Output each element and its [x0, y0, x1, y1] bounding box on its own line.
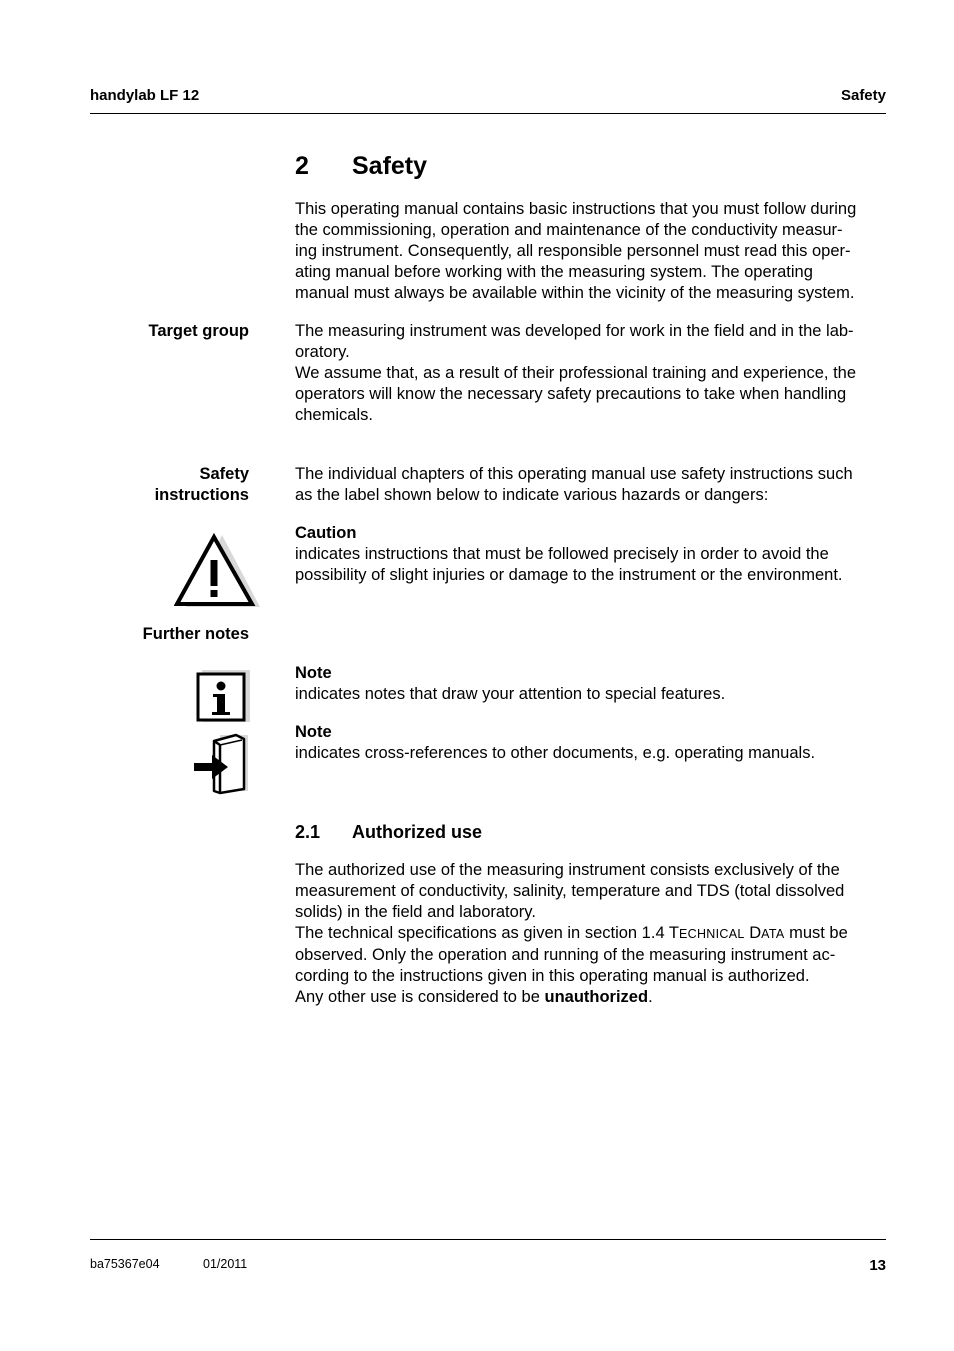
caution-block	[295, 523, 843, 586]
spec-reference-line	[295, 923, 848, 945]
footer-rule	[90, 1239, 886, 1240]
section-title: Authorized use	[352, 822, 483, 842]
chapter-title: Safety	[352, 152, 428, 180]
intro-line: ing instrument. Consequently, all responsible personnel must read this oper-	[295, 242, 851, 260]
caution-line: indicates instructions that must be followed precisely in order to avoid the	[295, 545, 829, 563]
note-reference-block	[295, 722, 815, 764]
target-group-line: chemicals.	[295, 406, 373, 424]
spec-suffix: must be	[784, 924, 848, 942]
safety-line: The individual chapters of this operating manual use safety instructions such	[295, 465, 853, 483]
spec-ref-part: ATA	[761, 927, 785, 941]
note-title: Note	[295, 723, 332, 741]
chapter-number: 2	[295, 152, 309, 180]
authorized-line: The authorized use of the measuring instrument consists exclusively of the	[295, 861, 840, 879]
target-group-line: The measuring instrument was developed for work in the field and in the lab-	[295, 322, 854, 340]
authorized-use-paragraph	[295, 860, 848, 1008]
page-number: 13	[869, 1257, 886, 1274]
spec-ref-part: T	[668, 924, 680, 942]
last-prefix: Any other use is considered to be	[295, 988, 545, 1006]
authorized-line: cording to the instructions given in this operating manual is authorized.	[295, 967, 810, 985]
warning-triangle-icon	[174, 531, 260, 609]
note-text: indicates cross-references to other documents, e.g. operating manuals.	[295, 744, 816, 762]
caution-title: Caution	[295, 524, 357, 542]
authorized-line: measurement of conductivity, salinity, temperature and TDS (total dissolved	[295, 882, 845, 900]
intro-line: ating manual before working with the measuring system. The operating	[295, 263, 813, 281]
intro-line: the commissioning, operation and maintenance of the conductivity measur-	[295, 221, 843, 239]
info-icon	[196, 668, 252, 724]
note-text: indicates notes that draw your attention to special features.	[295, 685, 726, 703]
spec-ref-part: ECHNICAL	[679, 927, 745, 941]
footer-date: 01/2011	[203, 1257, 248, 1271]
unauthorized-line	[295, 987, 848, 1008]
unauthorized-term: unauthorized	[544, 988, 649, 1006]
target-group-label: Target group	[148, 322, 249, 340]
target-group-line: oratory.	[295, 343, 350, 361]
note-title: Note	[295, 664, 332, 682]
footer-doc-id: ba75367e04	[90, 1257, 160, 1271]
caution-line: possibility of slight injuries or damage to the instrument or the environment.	[295, 566, 843, 584]
side-label-line: instructions	[154, 486, 249, 504]
header-section: Safety	[840, 87, 886, 104]
target-group-paragraph	[295, 321, 856, 426]
safety-instructions-label	[155, 464, 249, 506]
note-info-block	[295, 663, 725, 705]
further-notes-label: Further notes	[142, 625, 249, 643]
section-number: 2.1	[295, 822, 321, 842]
book-reference-icon	[192, 731, 252, 795]
authorized-line: observed. Only the operation and running of the measuring instrument ac-	[295, 946, 836, 964]
safety-instructions-paragraph	[295, 464, 853, 506]
header-title: handylab LF 12	[90, 87, 200, 104]
spec-ref-part: D	[744, 924, 762, 942]
side-label-line: Safety	[199, 465, 249, 483]
authorized-line: solids) in the field and laboratory.	[295, 903, 536, 921]
target-group-line: We assume that, as a result of their professional training and experience, the	[295, 364, 857, 382]
target-group-line: operators will know the necessary safety precautions to take when handling	[295, 385, 847, 403]
header-rule	[90, 113, 886, 114]
intro-line: manual must always be available within the vicinity of the measuring system.	[295, 284, 855, 302]
safety-line: as the label shown below to indicate various hazards or dangers:	[295, 486, 769, 504]
spec-prefix: The technical specifications as given in section 1.4	[295, 924, 669, 942]
intro-paragraph	[295, 199, 856, 304]
intro-line: This operating manual contains basic instructions that you must follow during	[295, 200, 857, 218]
last-suffix: .	[648, 988, 653, 1006]
